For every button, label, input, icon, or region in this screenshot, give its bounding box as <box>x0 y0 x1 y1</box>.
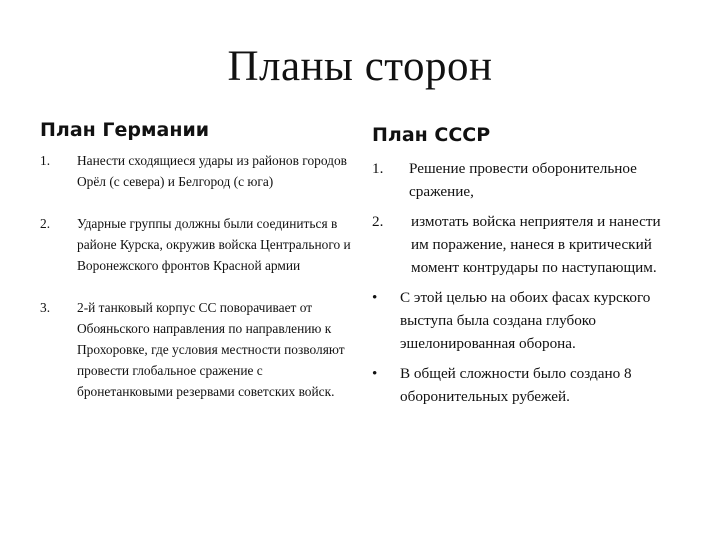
ussr-plan-heading: План СССР <box>372 124 491 146</box>
list-item <box>372 210 682 279</box>
list-item <box>40 297 356 402</box>
list-item-number: 3. <box>40 300 51 315</box>
list-item <box>372 286 682 355</box>
list-item-text: измотать войска неприятеля и нанести им поражение, нанеся в критический момент контрудары по наступающим. <box>411 213 661 276</box>
list-item-number: 1. <box>372 160 384 177</box>
bullet-icon: • <box>372 365 378 382</box>
list-item-text: Ударные группы должны были соединиться в районе Курска, окружив войска Центрального и Воронежского фронтов Красной армии <box>77 216 351 273</box>
germany-plan-list <box>40 150 356 423</box>
list-item-text: В общей сложности было создано 8 оборонительных рубежей. <box>400 365 632 405</box>
ussr-plan-list <box>372 157 682 415</box>
list-item <box>40 150 356 192</box>
list-item-text: Нанести сходящиеся удары из районов городов Орёл (с севера) и Белгород (с юга) <box>77 153 347 189</box>
list-item-text: С этой целью на обоих фасах курского выступа была создана глубоко эшелонированная оборона. <box>400 289 651 352</box>
slide-title: Планы сторон <box>227 43 493 90</box>
list-item-text: 2-й танковый корпус СС поворачивает от Обояньского направления по направлению к Прохоровке, где условия местности позволяют провести глобальное сражение с бронетанковыми резервами советских войск. <box>77 300 345 399</box>
list-item-number: 1. <box>40 153 51 168</box>
list-item <box>372 362 682 408</box>
list-item-text: Решение провести оборонительное сражение, <box>409 160 637 200</box>
list-item-number: 2. <box>372 213 384 230</box>
germany-plan-heading: План Германии <box>40 119 210 141</box>
list-item <box>40 213 356 276</box>
bullet-icon: • <box>372 289 378 306</box>
list-item <box>372 157 682 203</box>
list-item-number: 2. <box>40 216 51 231</box>
